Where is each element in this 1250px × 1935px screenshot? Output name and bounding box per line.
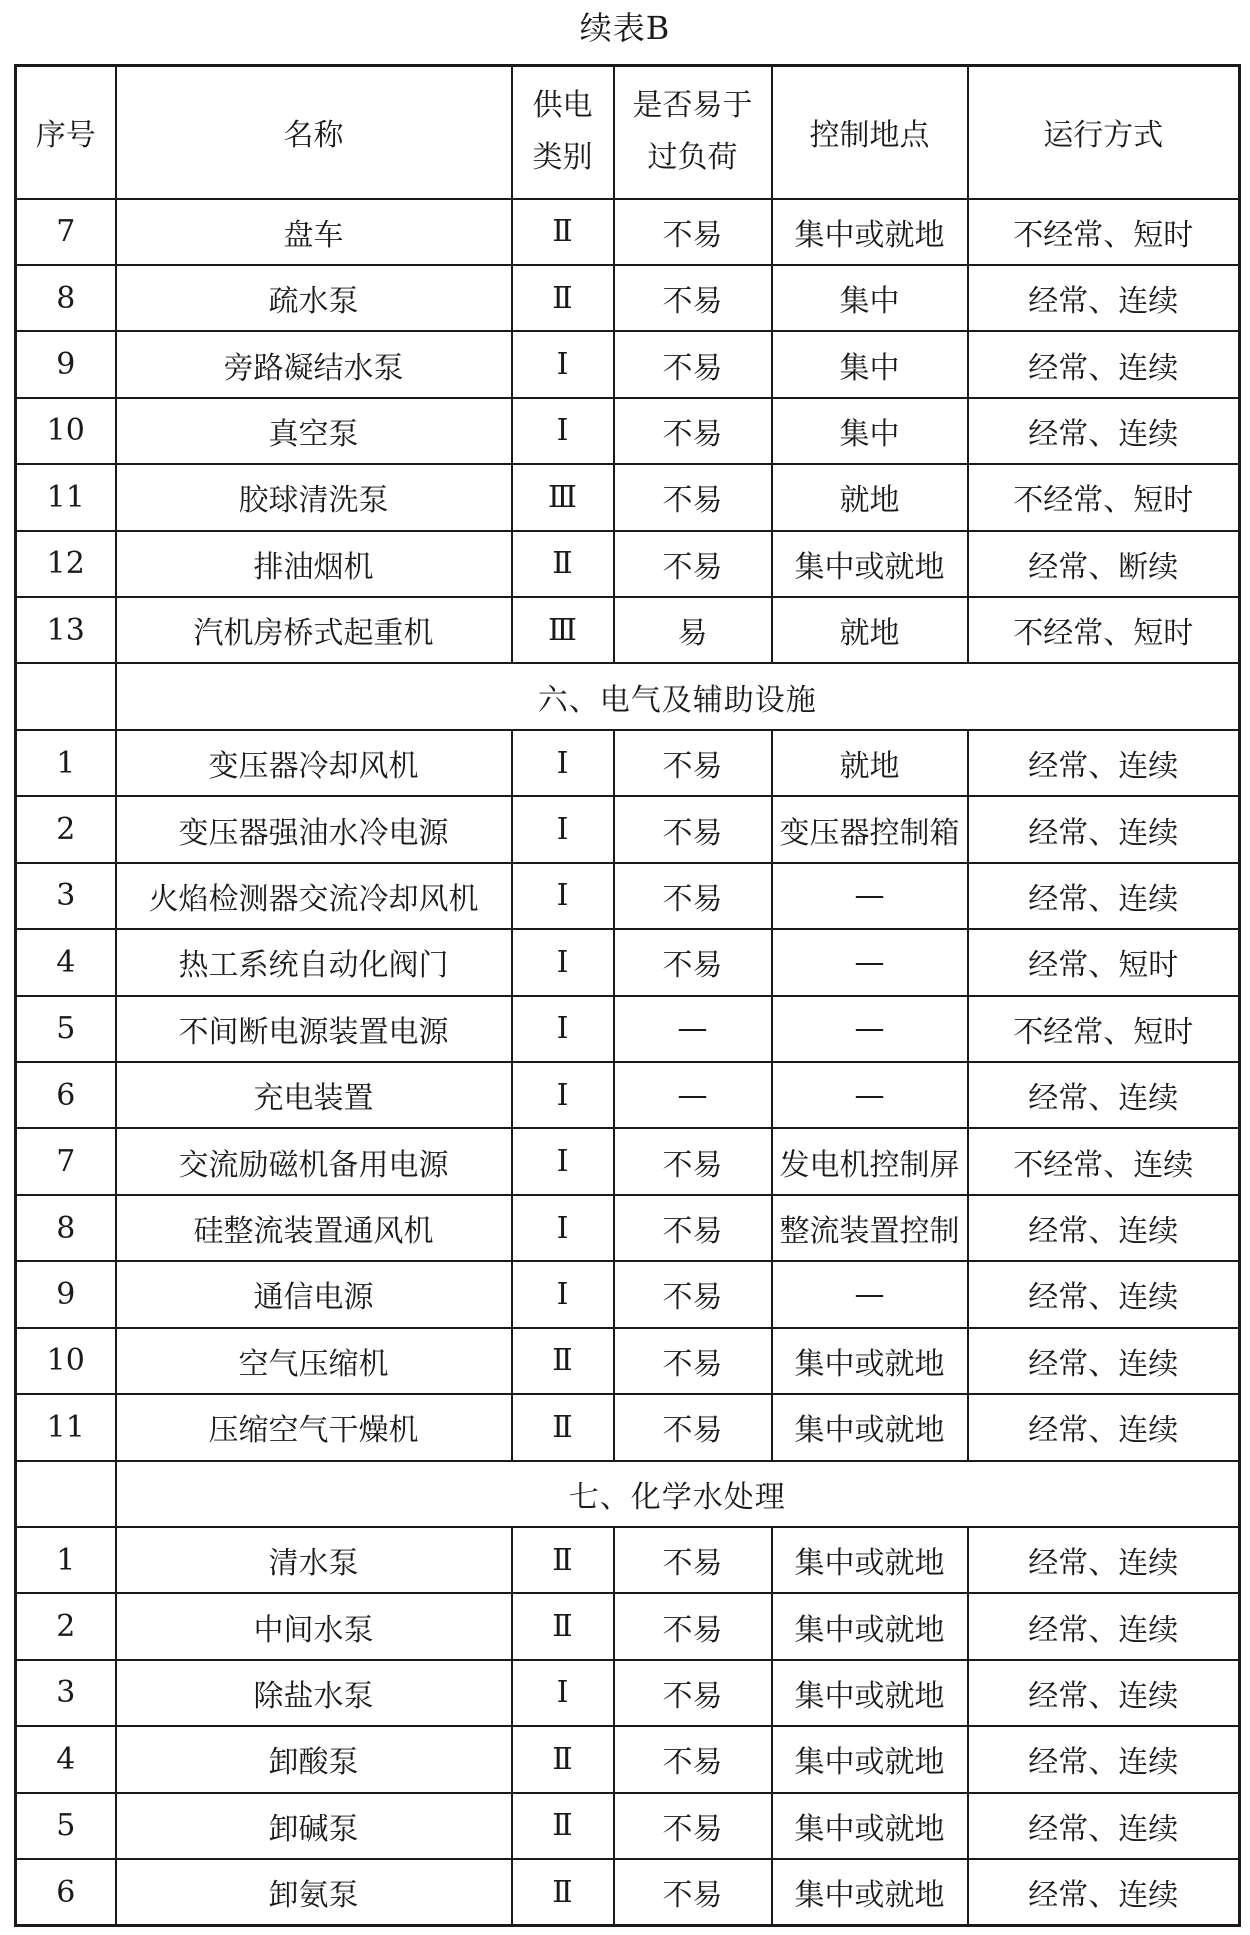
cell-operation-mode: 不经常、连续 xyxy=(968,1128,1240,1194)
cell-serial: 7 xyxy=(16,1128,116,1194)
table-caption: 续表B xyxy=(579,9,671,47)
cell-serial: 10 xyxy=(16,1328,116,1394)
header-supply-category-line2: 类别 xyxy=(532,140,593,176)
cell-operation-mode: 经常、连续 xyxy=(968,1793,1240,1859)
table-row xyxy=(16,730,1240,796)
cell-overload: — xyxy=(614,1062,772,1128)
cell-control-location: 集中 xyxy=(772,265,968,331)
cell-overload: 不易 xyxy=(614,1660,772,1726)
cell-name: 旁路凝结水泵 xyxy=(116,331,512,397)
cell-serial: 4 xyxy=(16,929,116,995)
section-serial-cell xyxy=(16,1461,116,1527)
cell-supply-category: Ⅱ xyxy=(512,1593,614,1659)
cell-supply-category: Ⅰ xyxy=(512,1195,614,1261)
cell-name: 不间断电源装置电源 xyxy=(116,996,512,1062)
table-row xyxy=(16,1195,1240,1261)
section-serial-cell xyxy=(16,663,116,729)
table-row xyxy=(16,1128,1240,1194)
section-title: 七、化学水处理 xyxy=(116,1461,1240,1527)
cell-control-location: — xyxy=(772,1261,968,1327)
header-overload-line1: 是否易于 xyxy=(632,88,753,124)
cell-control-location: 集中或就地 xyxy=(772,199,968,265)
cell-operation-mode: 经常、连续 xyxy=(968,1859,1240,1925)
cell-operation-mode: 经常、连续 xyxy=(968,1726,1240,1792)
table-row xyxy=(16,1726,1240,1792)
cell-serial: 11 xyxy=(16,1394,116,1460)
cell-overload: 易 xyxy=(614,597,772,663)
cell-control-location: — xyxy=(772,996,968,1062)
cell-supply-category: Ⅰ xyxy=(512,796,614,862)
cell-name: 中间水泵 xyxy=(116,1593,512,1659)
cell-operation-mode: 不经常、短时 xyxy=(968,996,1240,1062)
header-operation-mode: 运行方式 xyxy=(968,66,1240,199)
cell-control-location: 集中或就地 xyxy=(772,1593,968,1659)
cell-supply-category: Ⅰ xyxy=(512,1261,614,1327)
cell-overload: 不易 xyxy=(614,1195,772,1261)
table-row xyxy=(16,265,1240,331)
cell-overload: 不易 xyxy=(614,531,772,597)
header-overload xyxy=(614,66,772,199)
cell-serial: 5 xyxy=(16,996,116,1062)
cell-serial: 8 xyxy=(16,1195,116,1261)
cell-name: 胶球清洗泵 xyxy=(116,464,512,530)
table-row xyxy=(16,1859,1240,1925)
cell-serial: 1 xyxy=(16,730,116,796)
cell-name: 排油烟机 xyxy=(116,531,512,597)
cell-serial: 5 xyxy=(16,1793,116,1859)
cell-overload: 不易 xyxy=(614,1128,772,1194)
cell-operation-mode: 经常、连续 xyxy=(968,1593,1240,1659)
cell-control-location: 集中 xyxy=(772,331,968,397)
cell-serial: 7 xyxy=(16,199,116,265)
cell-name: 盘车 xyxy=(116,199,512,265)
header-supply-category xyxy=(512,66,614,199)
table-body xyxy=(16,199,1240,1926)
cell-supply-category: Ⅰ xyxy=(512,398,614,464)
cell-control-location: 就地 xyxy=(772,464,968,530)
cell-overload: 不易 xyxy=(614,796,772,862)
cell-operation-mode: 经常、连续 xyxy=(968,1328,1240,1394)
cell-control-location: 集中或就地 xyxy=(772,1859,968,1925)
cell-name: 交流励磁机备用电源 xyxy=(116,1128,512,1194)
table-row xyxy=(16,929,1240,995)
cell-control-location: 集中或就地 xyxy=(772,1660,968,1726)
cell-operation-mode: 经常、连续 xyxy=(968,1527,1240,1593)
cell-operation-mode: 经常、断续 xyxy=(968,531,1240,597)
table-row xyxy=(16,597,1240,663)
table-row xyxy=(16,531,1240,597)
cell-control-location: 集中 xyxy=(772,398,968,464)
cell-serial: 8 xyxy=(16,265,116,331)
cell-supply-category: Ⅱ xyxy=(512,531,614,597)
cell-serial: 9 xyxy=(16,331,116,397)
cell-control-location: 集中或就地 xyxy=(772,1394,968,1460)
cell-supply-category: Ⅱ xyxy=(512,1328,614,1394)
cell-overload: 不易 xyxy=(614,398,772,464)
cell-supply-category: Ⅰ xyxy=(512,996,614,1062)
cell-overload: 不易 xyxy=(614,863,772,929)
cell-overload: 不易 xyxy=(614,1394,772,1460)
cell-overload: 不易 xyxy=(614,1726,772,1792)
table-row xyxy=(16,1593,1240,1659)
table-row xyxy=(16,398,1240,464)
cell-supply-category: Ⅱ xyxy=(512,199,614,265)
cell-control-location: — xyxy=(772,863,968,929)
cell-overload: 不易 xyxy=(614,1261,772,1327)
table-row xyxy=(16,1793,1240,1859)
cell-overload: 不易 xyxy=(614,1328,772,1394)
cell-supply-category: Ⅱ xyxy=(512,1793,614,1859)
table-row xyxy=(16,1394,1240,1460)
cell-supply-category: Ⅰ xyxy=(512,1062,614,1128)
header-serial: 序号 xyxy=(16,66,116,199)
cell-serial: 10 xyxy=(16,398,116,464)
cell-name: 热工系统自动化阀门 xyxy=(116,929,512,995)
cell-supply-category: Ⅰ xyxy=(512,1128,614,1194)
cell-control-location: 就地 xyxy=(772,730,968,796)
cell-overload: 不易 xyxy=(614,1527,772,1593)
table-row xyxy=(16,796,1240,862)
section-title: 六、电气及辅助设施 xyxy=(116,663,1240,729)
cell-control-location: 集中或就地 xyxy=(772,1793,968,1859)
cell-supply-category: Ⅰ xyxy=(512,1660,614,1726)
cell-control-location: 集中或就地 xyxy=(772,1726,968,1792)
cell-supply-category: Ⅱ xyxy=(512,265,614,331)
cell-name: 卸酸泵 xyxy=(116,1726,512,1792)
cell-control-location: 发电机控制屏 xyxy=(772,1128,968,1194)
cell-serial: 9 xyxy=(16,1261,116,1327)
cell-control-location: 变压器控制箱 xyxy=(772,796,968,862)
cell-operation-mode: 经常、连续 xyxy=(968,863,1240,929)
header-control-location: 控制地点 xyxy=(772,66,968,199)
cell-control-location: 集中或就地 xyxy=(772,1527,968,1593)
table-row xyxy=(16,1261,1240,1327)
section-row xyxy=(16,663,1240,729)
cell-control-location: — xyxy=(772,929,968,995)
cell-supply-category: Ⅱ xyxy=(512,1859,614,1925)
cell-name: 火焰检测器交流冷却风机 xyxy=(116,863,512,929)
cell-operation-mode: 经常、连续 xyxy=(968,796,1240,862)
cell-name: 空气压缩机 xyxy=(116,1328,512,1394)
cell-overload: 不易 xyxy=(614,1793,772,1859)
header-overload-line2: 过负荷 xyxy=(647,140,738,176)
cell-operation-mode: 不经常、短时 xyxy=(968,199,1240,265)
cell-name: 疏水泵 xyxy=(116,265,512,331)
cell-name: 汽机房桥式起重机 xyxy=(116,597,512,663)
cell-name: 硅整流装置通风机 xyxy=(116,1195,512,1261)
cell-name: 卸氨泵 xyxy=(116,1859,512,1925)
table-row xyxy=(16,1328,1240,1394)
cell-supply-category: Ⅱ xyxy=(512,1394,614,1460)
cell-operation-mode: 经常、连续 xyxy=(968,1062,1240,1128)
table-row xyxy=(16,1660,1240,1726)
section-row xyxy=(16,1461,1240,1527)
cell-operation-mode: 经常、连续 xyxy=(968,1261,1240,1327)
cell-supply-category: Ⅱ xyxy=(512,1527,614,1593)
cell-operation-mode: 经常、连续 xyxy=(968,730,1240,796)
cell-operation-mode: 经常、连续 xyxy=(968,398,1240,464)
cell-supply-category: Ⅰ xyxy=(512,730,614,796)
cell-serial: 6 xyxy=(16,1859,116,1925)
cell-supply-category: Ⅱ xyxy=(512,1726,614,1792)
cell-control-location: — xyxy=(772,1062,968,1128)
cell-supply-category: Ⅰ xyxy=(512,929,614,995)
cell-name: 通信电源 xyxy=(116,1261,512,1327)
cell-operation-mode: 经常、连续 xyxy=(968,1195,1240,1261)
cell-overload: 不易 xyxy=(614,464,772,530)
table-row xyxy=(16,1527,1240,1593)
cell-overload: 不易 xyxy=(614,730,772,796)
cell-control-location: 整流装置控制 xyxy=(772,1195,968,1261)
header-row xyxy=(16,66,1240,199)
cell-name: 除盐水泵 xyxy=(116,1660,512,1726)
cell-serial: 12 xyxy=(16,531,116,597)
cell-name: 压缩空气干燥机 xyxy=(116,1394,512,1460)
cell-overload: 不易 xyxy=(614,929,772,995)
cell-supply-category: Ⅲ xyxy=(512,597,614,663)
cell-serial: 2 xyxy=(16,1593,116,1659)
cell-supply-category: Ⅰ xyxy=(512,331,614,397)
cell-name: 清水泵 xyxy=(116,1527,512,1593)
cell-overload: 不易 xyxy=(614,331,772,397)
cell-overload: 不易 xyxy=(614,199,772,265)
cell-name: 变压器强油水冷电源 xyxy=(116,796,512,862)
table-row xyxy=(16,996,1240,1062)
cell-operation-mode: 经常、连续 xyxy=(968,331,1240,397)
cell-serial: 11 xyxy=(16,464,116,530)
cell-serial: 4 xyxy=(16,1726,116,1792)
header-supply-category-line1: 供电 xyxy=(532,88,593,124)
load-table xyxy=(14,64,1241,1927)
cell-serial: 13 xyxy=(16,597,116,663)
cell-supply-category: Ⅰ xyxy=(512,863,614,929)
cell-serial: 2 xyxy=(16,796,116,862)
cell-control-location: 就地 xyxy=(772,597,968,663)
cell-name: 变压器冷却风机 xyxy=(116,730,512,796)
cell-operation-mode: 不经常、短时 xyxy=(968,464,1240,530)
cell-overload: 不易 xyxy=(614,265,772,331)
cell-overload: — xyxy=(614,996,772,1062)
cell-serial: 3 xyxy=(16,863,116,929)
cell-operation-mode: 经常、短时 xyxy=(968,929,1240,995)
cell-control-location: 集中或就地 xyxy=(772,531,968,597)
header-name: 名称 xyxy=(116,66,512,199)
cell-serial: 6 xyxy=(16,1062,116,1128)
table-row xyxy=(16,331,1240,397)
cell-operation-mode: 经常、连续 xyxy=(968,1660,1240,1726)
cell-control-location: 集中或就地 xyxy=(772,1328,968,1394)
table-row xyxy=(16,464,1240,530)
table-row xyxy=(16,199,1240,265)
cell-serial: 3 xyxy=(16,1660,116,1726)
cell-overload: 不易 xyxy=(614,1593,772,1659)
cell-name: 充电装置 xyxy=(116,1062,512,1128)
cell-name: 卸碱泵 xyxy=(116,1793,512,1859)
cell-supply-category: Ⅲ xyxy=(512,464,614,530)
table-row xyxy=(16,863,1240,929)
cell-overload: 不易 xyxy=(614,1859,772,1925)
cell-serial: 1 xyxy=(16,1527,116,1593)
cell-name: 真空泵 xyxy=(116,398,512,464)
table-row xyxy=(16,1062,1240,1128)
cell-operation-mode: 不经常、短时 xyxy=(968,597,1240,663)
cell-operation-mode: 经常、连续 xyxy=(968,1394,1240,1460)
cell-operation-mode: 经常、连续 xyxy=(968,265,1240,331)
